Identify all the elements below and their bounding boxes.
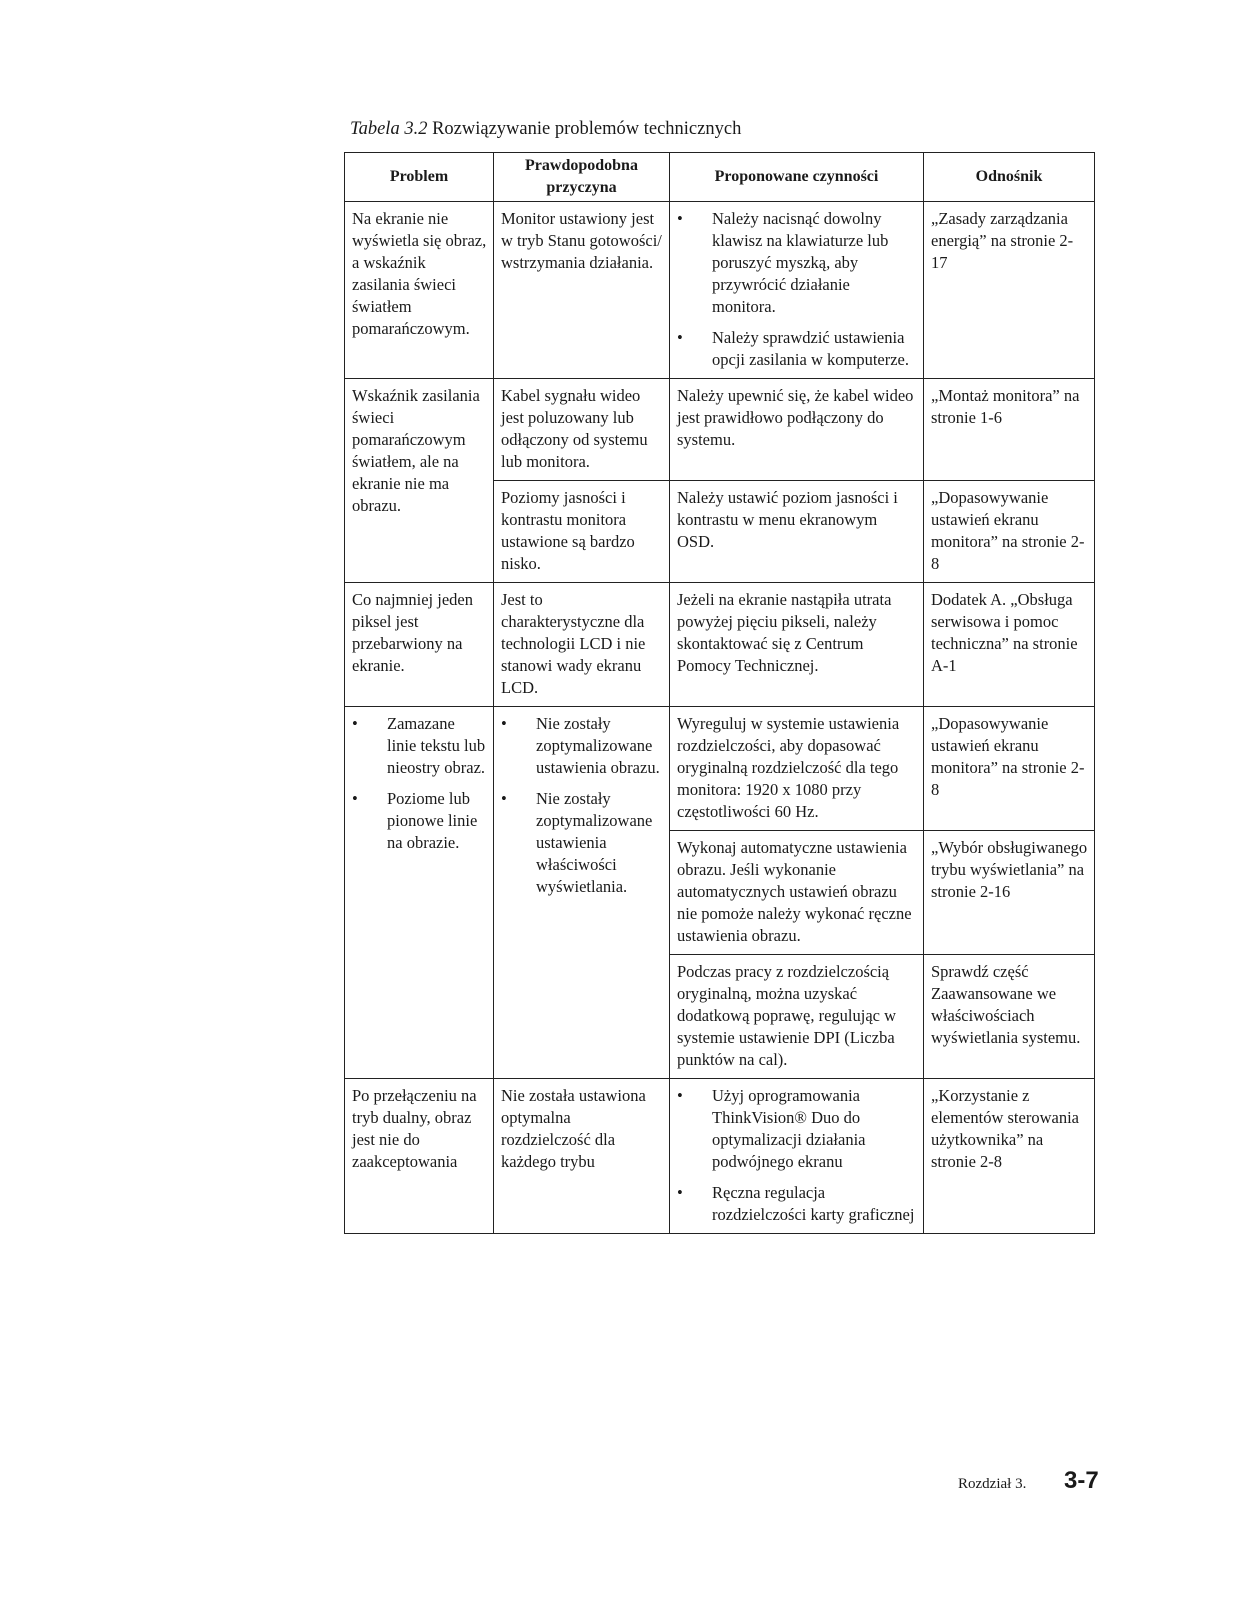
table-caption-title: Rozwiązywanie problemów technicznych [432, 119, 742, 139]
cause-cell: Nie została ustawiona optymalna rozdzielczość dla każdego trybu [494, 1079, 670, 1234]
reference-cell: „Montaż monitora” na stronie 1-6 [924, 379, 1095, 481]
action-cell: Wyreguluj w systemie ustawienia rozdzielczości, aby dopasować oryginalną rozdzielczość dla tego monitora: 1920 x 1080 przy częstotliwości 60 Hz. [670, 707, 924, 831]
action-cell: Wykonaj automatyczne ustawienia obrazu. Jeśli wykonanie automatycznych ustawień obrazu nie pomoże należy wykonać ręczne ustawienia obrazu. [670, 831, 924, 955]
bullet-icon: • [352, 714, 358, 733]
bullet-icon: • [677, 209, 683, 228]
list-item-text: Zamazane linie tekstu lub nieostry obraz. [387, 714, 486, 777]
bullet-icon: • [352, 789, 358, 808]
table-row [345, 379, 1095, 481]
causes-list [501, 713, 663, 898]
actions-list [677, 1085, 917, 1226]
action-cell: Należy ustawić poziom jasności i kontrastu w menu ekranowym OSD. [670, 481, 924, 583]
troubleshooting-table [344, 152, 1095, 1234]
list-item-text: Poziome lub pionowe linie na obrazie. [387, 789, 478, 852]
problem-cell: Po przełączeniu na tryb dualny, obraz jest nie do zaakceptowania [345, 1079, 494, 1234]
table-row [345, 707, 1095, 831]
bullet-icon: • [501, 789, 507, 808]
table-header-row [345, 153, 1095, 202]
list-item [677, 1182, 917, 1226]
list-item-text: Nie zostały zoptymalizowane ustawienia właściwości wyświetlania. [536, 789, 653, 896]
list-item-text: Należy sprawdzić ustawienia opcji zasilania w komputerze. [712, 328, 910, 369]
header-reference: Odnośnik [924, 153, 1095, 202]
list-item-text: Użyj oprogramowania ThinkVision® Duo do optymalizacji działania podwójnego ekranu [712, 1086, 866, 1171]
reference-cell: „Dopasowywanie ustawień ekranu monitora” na stronie 2-8 [924, 481, 1095, 583]
actions-list [677, 208, 917, 371]
header-actions: Proponowane czynności [670, 153, 924, 202]
action-cell: Podczas pracy z rozdzielczością oryginalną, można uzyskać dodatkową poprawę, regulując w systemie ustawienie DPI (Liczba punktów na cal). [670, 955, 924, 1079]
actions-cell [670, 202, 924, 379]
problems-list [352, 713, 487, 854]
cause-cell: Monitor ustawiony jest w tryb Stanu gotowości/ wstrzymania działania. [494, 202, 670, 379]
bullet-icon: • [677, 328, 683, 347]
cause-cell [494, 707, 670, 1079]
bullet-icon: • [677, 1086, 683, 1105]
cause-cell: Jest to charakterystyczne dla technologii LCD i nie stanowi wady ekranu LCD. [494, 583, 670, 707]
table-row [345, 202, 1095, 379]
header-cause: Prawdopodobna przyczyna [494, 153, 670, 202]
action-cell: Jeżeli na ekranie nastąpiła utrata powyżej pięciu pikseli, należy skontaktować się z Centrum Pomocy Technicznej. [670, 583, 924, 707]
reference-cell: „Wybór obsługiwanego trybu wyświetlania” na stronie 2-16 [924, 831, 1095, 955]
header-problem: Problem [345, 153, 494, 202]
list-item [677, 208, 917, 318]
problem-cell: Wskaźnik zasilania świeci pomarańczowym światłem, ale na ekranie nie ma obrazu. [345, 379, 494, 583]
list-item-text: Ręczna regulacja rozdzielczości karty graficznej [712, 1183, 915, 1224]
problem-cell [345, 707, 494, 1079]
list-item [677, 1085, 917, 1173]
list-item [352, 788, 487, 854]
page-number: 3-7 [1064, 1467, 1099, 1494]
cause-cell: Poziomy jasności i kontrastu monitora ustawione są bardzo nisko. [494, 481, 670, 583]
table-row [345, 1079, 1095, 1234]
reference-cell: Sprawdź część Zaawansowane we właściwościach wyświetlania systemu. [924, 955, 1095, 1079]
reference-cell: „Korzystanie z elementów sterowania użytkownika” na stronie 2-8 [924, 1079, 1095, 1234]
bullet-icon: • [501, 714, 507, 733]
actions-cell [670, 1079, 924, 1234]
reference-cell: „Zasady zarządzania energią” na stronie 2-17 [924, 202, 1095, 379]
bullet-icon: • [677, 1183, 683, 1202]
cause-cell: Kabel sygnału wideo jest poluzowany lub odłączony od systemu lub monitora. [494, 379, 670, 481]
list-item-text: Nie zostały zoptymalizowane ustawienia obrazu. [536, 714, 660, 777]
list-item [352, 713, 487, 779]
reference-cell: Dodatek A. „Obsługa serwisowa i pomoc techniczna” na stronie A-1 [924, 583, 1095, 707]
list-item-text: Należy nacisnąć dowolny klawisz na klawiaturze lub poruszyć myszką, aby przywrócić działanie monitora. [712, 209, 889, 316]
table-row [345, 583, 1095, 707]
action-cell: Należy upewnić się, że kabel wideo jest prawidłowo podłączony do systemu. [670, 379, 924, 481]
table-caption-label: Tabela 3.2 [350, 119, 428, 139]
list-item [677, 327, 917, 371]
footer-chapter: Rozdział 3. [958, 1476, 1027, 1492]
list-item [501, 788, 663, 898]
problem-cell: Co najmniej jeden piksel jest przebarwiony na ekranie. [345, 583, 494, 707]
reference-cell: „Dopasowywanie ustawień ekranu monitora” na stronie 2-8 [924, 707, 1095, 831]
problem-cell: Na ekranie nie wyświetla się obraz, a wskaźnik zasilania świeci światłem pomarańczowym. [345, 202, 494, 379]
list-item [501, 713, 663, 779]
table-caption [350, 117, 741, 141]
